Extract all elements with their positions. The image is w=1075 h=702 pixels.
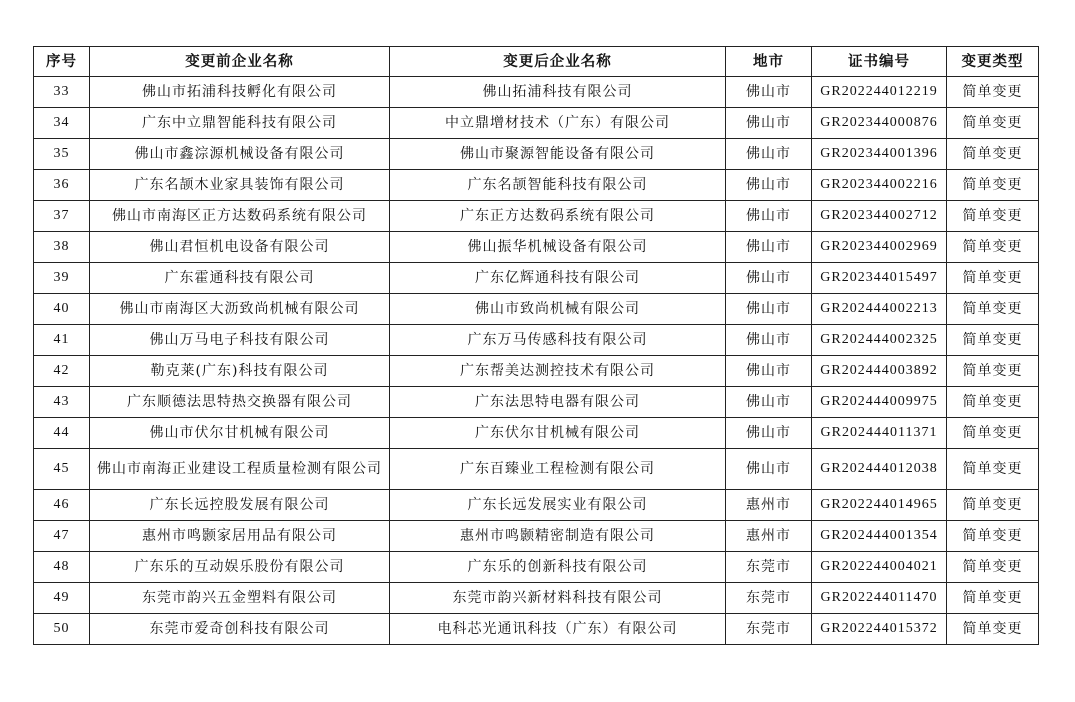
cell-name-after: 广东法思特电器有限公司 — [390, 387, 726, 418]
cell-change-type: 简单变更 — [947, 294, 1039, 325]
table-row — [34, 325, 1039, 356]
cell-name-after: 广东伏尔甘机械有限公司 — [390, 418, 726, 449]
header-name-before: 变更前企业名称 — [90, 47, 390, 77]
cell-certificate-no: GR202244011470 — [812, 583, 947, 614]
cell-serial-no: 46 — [34, 490, 90, 521]
cell-change-type: 简单变更 — [947, 325, 1039, 356]
table-row — [34, 418, 1039, 449]
cell-name-before: 佛山市南海区大沥致尚机械有限公司 — [90, 294, 390, 325]
cell-name-before: 佛山市伏尔甘机械有限公司 — [90, 418, 390, 449]
cell-name-after: 广东亿辉通科技有限公司 — [390, 263, 726, 294]
cell-name-after: 东莞市韵兴新材料科技有限公司 — [390, 583, 726, 614]
cell-name-before: 佛山万马电子科技有限公司 — [90, 325, 390, 356]
table-row — [34, 583, 1039, 614]
cell-certificate-no: GR202444011371 — [812, 418, 947, 449]
cell-city: 佛山市 — [726, 139, 812, 170]
cell-serial-no: 35 — [34, 139, 90, 170]
cell-name-after: 广东长远发展实业有限公司 — [390, 490, 726, 521]
cell-city: 佛山市 — [726, 418, 812, 449]
cell-city: 东莞市 — [726, 614, 812, 645]
cell-serial-no: 43 — [34, 387, 90, 418]
cell-change-type: 简单变更 — [947, 387, 1039, 418]
cell-name-before: 佛山市南海区正方达数码系统有限公司 — [90, 201, 390, 232]
table-row — [34, 449, 1039, 490]
cell-certificate-no: GR202344000876 — [812, 108, 947, 139]
cell-serial-no: 41 — [34, 325, 90, 356]
cell-certificate-no: GR202444002213 — [812, 294, 947, 325]
header-serial-no: 序号 — [34, 47, 90, 77]
cell-certificate-no: GR202244014965 — [812, 490, 947, 521]
cell-certificate-no: GR202344002712 — [812, 201, 947, 232]
cell-city: 佛山市 — [726, 356, 812, 387]
cell-city: 佛山市 — [726, 77, 812, 108]
table-row — [34, 294, 1039, 325]
cell-change-type: 简单变更 — [947, 77, 1039, 108]
cell-serial-no: 36 — [34, 170, 90, 201]
cell-change-type: 简单变更 — [947, 490, 1039, 521]
table-row — [34, 387, 1039, 418]
cell-certificate-no: GR202444001354 — [812, 521, 947, 552]
cell-name-after: 广东万马传感科技有限公司 — [390, 325, 726, 356]
table-row — [34, 614, 1039, 645]
cell-name-before: 佛山市拓浦科技孵化有限公司 — [90, 77, 390, 108]
cell-name-after: 电科芯光通讯科技（广东）有限公司 — [390, 614, 726, 645]
cell-certificate-no: GR202444009975 — [812, 387, 947, 418]
cell-certificate-no: GR202444002325 — [812, 325, 947, 356]
cell-change-type: 简单变更 — [947, 170, 1039, 201]
cell-city: 佛山市 — [726, 387, 812, 418]
cell-serial-no: 48 — [34, 552, 90, 583]
cell-name-after: 广东帮美达测控技术有限公司 — [390, 356, 726, 387]
cell-name-before: 东莞市爱奇创科技有限公司 — [90, 614, 390, 645]
table-row — [34, 356, 1039, 387]
table-row — [34, 552, 1039, 583]
cell-serial-no: 45 — [34, 449, 90, 490]
cell-name-after: 惠州市鸣颢精密制造有限公司 — [390, 521, 726, 552]
cell-name-after: 佛山拓浦科技有限公司 — [390, 77, 726, 108]
enterprise-name-change-table — [33, 46, 1039, 645]
cell-certificate-no: GR202344001396 — [812, 139, 947, 170]
cell-name-after: 广东百臻业工程检测有限公司 — [390, 449, 726, 490]
cell-city: 佛山市 — [726, 201, 812, 232]
cell-change-type: 简单变更 — [947, 521, 1039, 552]
table-row — [34, 139, 1039, 170]
cell-certificate-no: GR202344002969 — [812, 232, 947, 263]
cell-name-before: 广东长远控股发展有限公司 — [90, 490, 390, 521]
cell-change-type: 简单变更 — [947, 263, 1039, 294]
cell-name-before: 广东乐的互动娱乐股份有限公司 — [90, 552, 390, 583]
cell-serial-no: 42 — [34, 356, 90, 387]
cell-city: 佛山市 — [726, 263, 812, 294]
cell-serial-no: 39 — [34, 263, 90, 294]
cell-name-before: 佛山市南海正业建设工程质量检测有限公司 — [90, 449, 390, 490]
cell-certificate-no: GR202444012038 — [812, 449, 947, 490]
table-row — [34, 232, 1039, 263]
header-name-after: 变更后企业名称 — [390, 47, 726, 77]
cell-serial-no: 34 — [34, 108, 90, 139]
cell-change-type: 简单变更 — [947, 552, 1039, 583]
cell-serial-no: 40 — [34, 294, 90, 325]
cell-change-type: 简单变更 — [947, 418, 1039, 449]
cell-change-type: 简单变更 — [947, 108, 1039, 139]
cell-name-before: 东莞市韵兴五金塑料有限公司 — [90, 583, 390, 614]
cell-serial-no: 33 — [34, 77, 90, 108]
cell-name-after: 广东名颉智能科技有限公司 — [390, 170, 726, 201]
cell-change-type: 简单变更 — [947, 583, 1039, 614]
header-row — [34, 47, 1039, 77]
header-change-type: 变更类型 — [947, 47, 1039, 77]
cell-name-before: 惠州市鸣颢家居用品有限公司 — [90, 521, 390, 552]
cell-serial-no: 49 — [34, 583, 90, 614]
cell-name-after: 佛山市聚源智能设备有限公司 — [390, 139, 726, 170]
cell-serial-no: 50 — [34, 614, 90, 645]
cell-city: 惠州市 — [726, 521, 812, 552]
cell-name-before: 广东中立鼎智能科技有限公司 — [90, 108, 390, 139]
cell-certificate-no: GR202244015372 — [812, 614, 947, 645]
table-row — [34, 201, 1039, 232]
cell-name-after: 广东正方达数码系统有限公司 — [390, 201, 726, 232]
table-row — [34, 108, 1039, 139]
cell-name-after: 佛山市致尚机械有限公司 — [390, 294, 726, 325]
cell-name-after: 佛山振华机械设备有限公司 — [390, 232, 726, 263]
header-city: 地市 — [726, 47, 812, 77]
table-body — [34, 77, 1039, 645]
cell-name-before: 佛山市鑫淙源机械设备有限公司 — [90, 139, 390, 170]
cell-city: 佛山市 — [726, 325, 812, 356]
cell-certificate-no: GR202344015497 — [812, 263, 947, 294]
cell-change-type: 简单变更 — [947, 139, 1039, 170]
cell-name-before: 广东霍通科技有限公司 — [90, 263, 390, 294]
cell-city: 惠州市 — [726, 490, 812, 521]
cell-city: 佛山市 — [726, 108, 812, 139]
cell-certificate-no: GR202244012219 — [812, 77, 947, 108]
cell-certificate-no: GR202344002216 — [812, 170, 947, 201]
table-row — [34, 521, 1039, 552]
cell-name-before: 佛山君恒机电设备有限公司 — [90, 232, 390, 263]
cell-certificate-no: GR202444003892 — [812, 356, 947, 387]
table-row — [34, 77, 1039, 108]
cell-serial-no: 44 — [34, 418, 90, 449]
cell-serial-no: 37 — [34, 201, 90, 232]
cell-city: 东莞市 — [726, 552, 812, 583]
cell-city: 佛山市 — [726, 294, 812, 325]
cell-city: 东莞市 — [726, 583, 812, 614]
cell-change-type: 简单变更 — [947, 201, 1039, 232]
cell-change-type: 简单变更 — [947, 356, 1039, 387]
cell-city: 佛山市 — [726, 449, 812, 490]
cell-name-after: 广东乐的创新科技有限公司 — [390, 552, 726, 583]
cell-certificate-no: GR202244004021 — [812, 552, 947, 583]
cell-name-before: 广东名颉木业家具装饰有限公司 — [90, 170, 390, 201]
table-row — [34, 170, 1039, 201]
table-row — [34, 490, 1039, 521]
cell-serial-no: 47 — [34, 521, 90, 552]
cell-serial-no: 38 — [34, 232, 90, 263]
cell-change-type: 简单变更 — [947, 449, 1039, 490]
table-row — [34, 263, 1039, 294]
cell-change-type: 简单变更 — [947, 232, 1039, 263]
cell-city: 佛山市 — [726, 232, 812, 263]
cell-city: 佛山市 — [726, 170, 812, 201]
cell-name-before: 广东顺德法思特热交换器有限公司 — [90, 387, 390, 418]
header-certificate-no: 证书编号 — [812, 47, 947, 77]
cell-name-before: 勒克莱(广东)科技有限公司 — [90, 356, 390, 387]
cell-change-type: 简单变更 — [947, 614, 1039, 645]
cell-name-after: 中立鼎增材技术（广东）有限公司 — [390, 108, 726, 139]
